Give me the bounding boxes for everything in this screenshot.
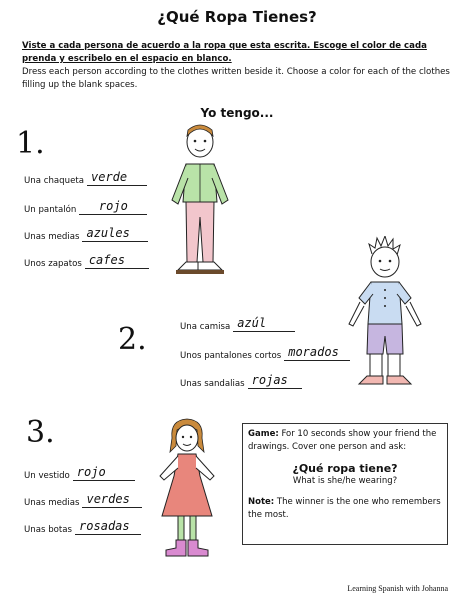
item-label: Un pantalón [24, 205, 77, 215]
item-label: Unos pantalones cortos [180, 351, 282, 361]
note-text: The winner is the one who remembers the most. [248, 497, 441, 520]
fill-row [24, 253, 149, 269]
page-title: ¿Qué Ropa Tienes? [157, 8, 317, 26]
answer-blank[interactable]: morados [284, 345, 350, 361]
answer-blank[interactable]: azules [82, 226, 148, 242]
game-label: Game: [248, 429, 279, 439]
item-label: Un vestido [24, 471, 70, 481]
fill-row [180, 345, 350, 361]
fill-row [180, 373, 302, 389]
item-label: Unas sandalias [180, 379, 245, 389]
fill-row [24, 492, 142, 508]
game-text: For 10 seconds show your friend the drawings. Cover one person and ask: [248, 429, 437, 452]
section-number-1: 1. [16, 126, 45, 161]
item-label: Unos zapatos [24, 259, 82, 269]
section-number-3: 3. [26, 415, 55, 450]
item-label: Unas medias [24, 232, 80, 242]
girl-figure-3 [150, 416, 224, 564]
instructions-english: Dress each person according to the clothes written beside it. Choose a color for each of the clothes filling up the blank spaces. [22, 67, 450, 90]
game-note [248, 496, 442, 522]
item-label: Unas botas [24, 525, 73, 535]
fill-row [24, 199, 147, 215]
fill-row [180, 316, 295, 332]
answer-blank[interactable]: verde [87, 170, 147, 186]
answer-blank[interactable]: verdes [82, 492, 142, 508]
boy-figure-2 [345, 236, 425, 388]
answer-blank[interactable]: rojo [73, 465, 135, 481]
subtitle: Yo tengo... [200, 106, 274, 120]
answer-blank[interactable]: azúl [233, 316, 295, 332]
game-box [242, 423, 448, 545]
answer-blank[interactable]: cafes [85, 253, 149, 269]
item-label: Una camisa [180, 322, 231, 332]
boy-figure-1 [164, 122, 236, 280]
item-label: Unas medias [24, 498, 80, 508]
fill-row [24, 226, 148, 242]
fill-row [24, 170, 147, 186]
fill-row [24, 465, 135, 481]
answer-blank[interactable]: rosadas [75, 519, 141, 535]
fill-row [24, 519, 141, 535]
answer-blank[interactable]: rojas [248, 373, 302, 389]
game-instructions [248, 428, 442, 454]
section-number-2: 2. [118, 322, 147, 357]
game-question-english: What is she/he wearing? [292, 476, 398, 486]
item-label: Una chaqueta [24, 176, 84, 186]
note-label: Note: [248, 497, 275, 507]
game-question: ¿Qué ropa tiene? [292, 462, 398, 475]
answer-blank[interactable]: rojo [79, 199, 147, 215]
instructions-spanish: Viste a cada persona de acuerdo a la ropa que esta escrita. Escoge el color de cada prenda y escribelo en el espacio en blanco. [22, 41, 427, 64]
footer-credit: Learning Spanish with Johanna [347, 584, 448, 593]
